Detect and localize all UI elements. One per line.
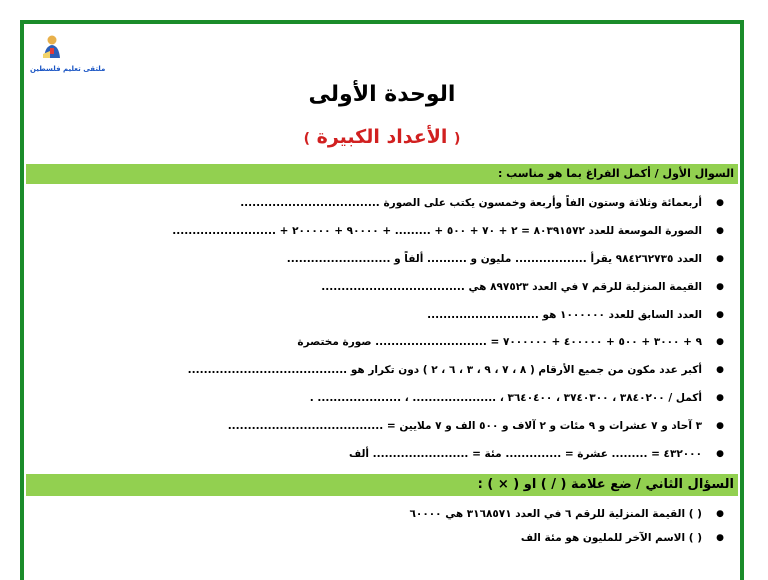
logo-caption: ملتقى تعليم فلسطين: [30, 65, 106, 73]
list-item: ● العدد ٩٨٤٢٦٢٧٣٥ يقرأ .................. مليون و .......... ألفاً و ..........................: [32, 246, 728, 274]
subtitle-close-paren: ): [303, 131, 310, 147]
question-2-list: [32, 502, 728, 550]
worksheet-frame: [20, 20, 744, 580]
list-item: ● ٤٣٢٠٠٠ = ......... عشرة = .............. مئة = ........................ ألف: [32, 441, 728, 469]
page-title: الوحدة الأولى: [308, 82, 456, 107]
list-item: ● أربعمائة وثلاثة وستون الفاً وأربعة وخمسون يكتب على الصورة ...................................: [32, 190, 728, 218]
list-item: ● ( ) الاسم الآخر للمليون هو مئة الف: [32, 526, 728, 550]
question-1-heading: السوال الأول / أكمل الفراغ بما هو مناسب :: [26, 164, 738, 184]
list-item: ● أكمل / ٣٨٤٠٢٠٠ ، ٣٧٤٠٣٠٠ ، ٣٦٤٠٤٠٠ ، ..................... ، ..................... .: [32, 385, 728, 413]
question-2-heading: السؤال الثاني / ضع علامة ( / ) او ( × ) :: [26, 474, 738, 496]
site-logo: [30, 34, 106, 73]
list-item: ● ٣ آحاد و ٧ عشرات و ٩ مئات و ٢ آلاف و ٥٠٠ الف و ٧ ملايين = .......................................: [32, 413, 728, 441]
list-item: ● ٩ + ٣٠٠٠ + ٥٠٠ + ٤٠٠٠٠٠ + ٧٠٠٠٠٠٠ = ............................ صورة مختصرة: [32, 329, 728, 357]
list-item: ● ( ) القيمة المنزلية للرقم ٦ في العدد ٣١٦٨٥٧١ هي ٦٠٠٠٠: [32, 502, 728, 526]
subtitle-open-paren: (: [454, 131, 461, 147]
question-1-list: [32, 190, 728, 469]
list-item: ● أكبر عدد مكون من جميع الأرقام ( ٨ ، ٧ ، ٩ ، ٣ ، ٦ ، ٢ ) دون تكرار هو ........................................: [32, 357, 728, 385]
list-item: ● العدد السابق للعدد ١٠٠٠٠٠٠ هو ............................: [32, 302, 728, 330]
list-item: ● الصورة الموسعة للعدد ٨٠٣٩١٥٧٢ = ٢ + ٧٠ + ٥٠٠ + ......... + ٩٠٠٠٠ + ٢٠٠٠٠٠ + ..........................: [32, 218, 728, 246]
subtitle-text: الأعداد الكبيرة: [316, 126, 448, 148]
page-subtitle: [24, 126, 740, 148]
list-item: ● القيمة المنزلية للرقم ٧ في العدد ٨٩٧٥٢٣ هي ....................................: [32, 274, 728, 302]
teacher-logo-icon: [41, 34, 63, 60]
